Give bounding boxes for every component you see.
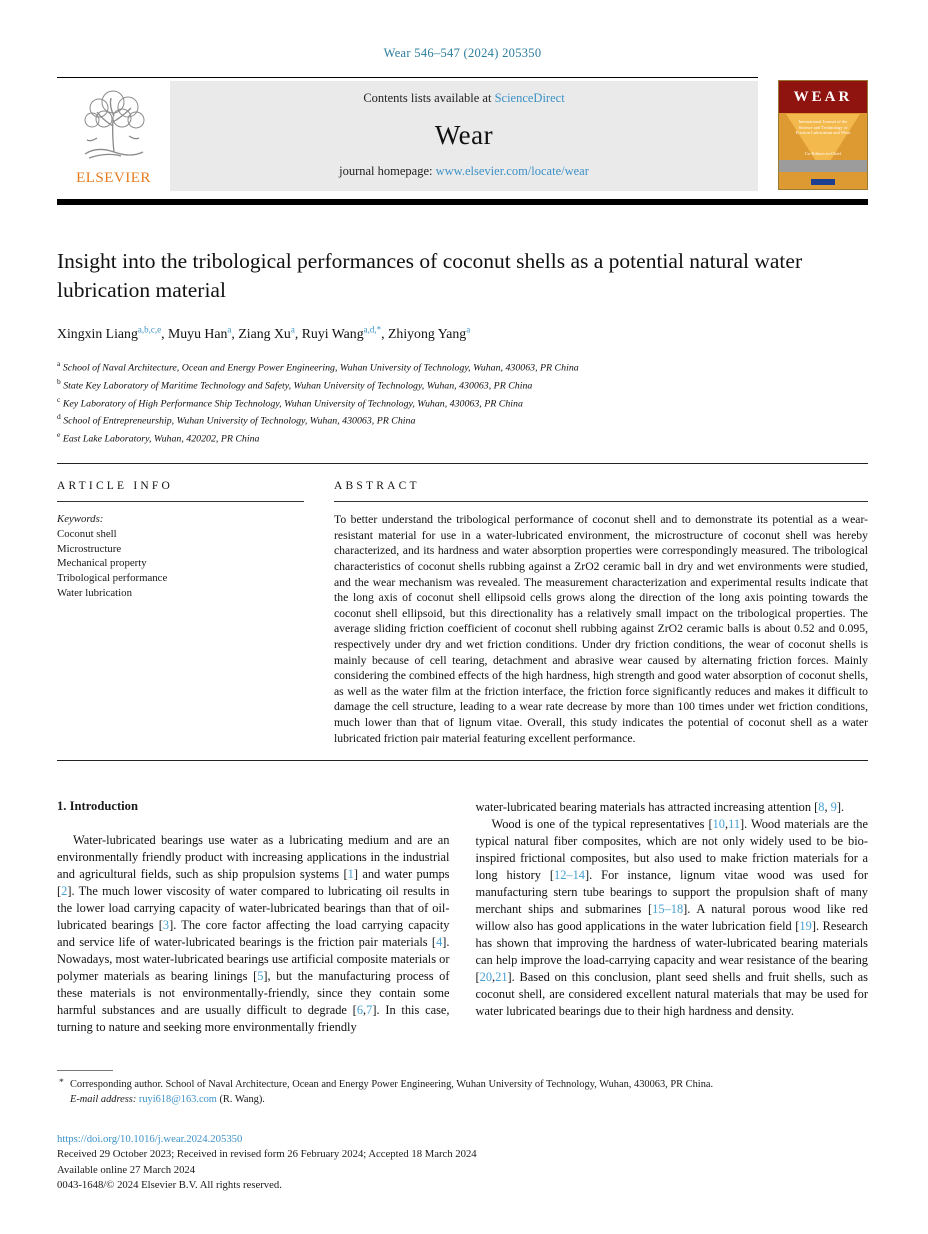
citation-link[interactable]: 1 bbox=[347, 867, 354, 882]
author-affil-sup[interactable]: a,d,* bbox=[363, 324, 382, 335]
elsevier-tree-icon bbox=[77, 86, 151, 168]
citation-link[interactable]: 21 bbox=[495, 970, 508, 985]
citation-link[interactable]: 12–14 bbox=[554, 868, 585, 883]
citation-link[interactable]: 9 bbox=[827, 800, 837, 815]
abstract-column bbox=[334, 480, 868, 746]
affiliation: $^b$ State Key Laboratory of Maritime Technology and Safety, Wuhan University of Technology, Wuhan, 430063, PR China bbox=[57, 376, 533, 391]
author-affil-sup[interactable]: a bbox=[466, 324, 471, 335]
abstract-rule bbox=[334, 501, 868, 502]
intro-paragraph-continued: water-lubricated bearing materials has attracted increasing attention [8, 9]. bbox=[475, 800, 845, 815]
keyword: Mechanical property bbox=[57, 557, 147, 570]
author: Ruyi Wang$^{a,d,*}$, bbox=[301, 324, 388, 341]
author: Muyu Han$^a$, bbox=[168, 324, 239, 341]
cover-title: WEAR bbox=[793, 89, 853, 105]
corresponding-author-line: * Corresponding author. School of Naval Architecture, Ocean and Energy Power Engineering, Wuhan University of Technology, Wuhan, 430063, PR China. bbox=[59, 1078, 714, 1091]
cover-gray-band bbox=[779, 160, 867, 172]
email-line: E-mail address: ruyi618@163.com (R. Wang). bbox=[70, 1093, 265, 1105]
author-list bbox=[57, 324, 868, 342]
abstract-text: To better understand the tribological performance of coconut shell and to demonstrate its potential as a wear-resistant material for use in a water-lubricated environment, the microstructure of coconut shell was hereby characterized, and its hardness and water absorption properties were correspondingly measured. The tribological characteristics of coconut shells rubbing against a ZrO2 ceramic ball in dry and wet environments were studied, and the wear mechanism was revealed. The measurement characterization and experimental results indicate that the long axis of coconut shell ellipsoid cells grows along the direction of the long axis pointing towards the coconut shell ellipsoid, but this directionality has a relatively small impact on the tribological properties. The average sliding friction coefficient of coconut shell rubbing against ZrO2 ceramic balls is about 0.52 and 0.095, respectively under dry and wet friction conditions. Under dry friction conditions, the wear of coconut shells is mainly because of cell tearing, detachment and abrasive wear caused by alternating friction forces. Mainly considering the combined effects of the high hardness, high strength and good water absorption of coconut shells, as well as the water film at the friction interface, the friction force significantly reduces and makes it difficult to damage the cell structure, leading to a wear rate decrease by more than 100 times under wet friction conditions, much lower than that of lignum vitae. Overall, this study indicates the potential of coconut shell as a water lubricated friction pair material featuring excellent performance. bbox=[334, 513, 868, 745]
elsevier-wordmark: ELSEVIER bbox=[76, 170, 151, 186]
homepage-line: journal homepage: www.elsevier.com/locate/wear bbox=[339, 164, 589, 178]
journal-title: Wear bbox=[434, 119, 494, 150]
author: Zhiyong Yang$^a$ bbox=[388, 324, 471, 341]
citation-link[interactable]: 11 bbox=[728, 817, 741, 832]
keywords-label: Keywords: bbox=[57, 513, 104, 526]
affiliation-list bbox=[57, 357, 868, 446]
contents-line: Contents lists available at ScienceDirect bbox=[363, 91, 565, 105]
asterisk-marker: * bbox=[59, 1078, 64, 1089]
issn-copyright: 0043-1648/© 2024 Elsevier B.V. All rights reserved. bbox=[57, 1179, 282, 1192]
keyword: Coconut shell bbox=[57, 528, 117, 541]
masthead bbox=[57, 77, 868, 191]
author-affil-sup[interactable]: a bbox=[227, 324, 232, 335]
corresponding-author-footnote bbox=[57, 1070, 868, 1108]
article-info-header: ARTICLE INFO bbox=[57, 480, 173, 493]
citation-link[interactable]: 3 bbox=[162, 918, 170, 933]
email-label: E-mail address: bbox=[70, 1093, 137, 1105]
doi-link[interactable]: https://doi.org/10.1016/j.wear.2024.205350 bbox=[57, 1132, 243, 1145]
citation-link[interactable]: 10 bbox=[712, 817, 725, 832]
citation-link[interactable]: 4 bbox=[436, 935, 443, 950]
info-abstract-section bbox=[57, 464, 868, 746]
cover-editors-label: Co-Editors-in-Chief bbox=[804, 151, 842, 156]
elsevier-logo[interactable] bbox=[57, 81, 170, 191]
abstract-bottom-divider bbox=[57, 760, 868, 761]
journal-cover-thumbnail[interactable] bbox=[778, 80, 868, 190]
section-heading-introduction: 1. Introduction bbox=[57, 799, 138, 814]
received-dates: Received 29 October 2023; Received in revised form 26 February 2024; Accepted 18 March 2024 bbox=[57, 1148, 477, 1161]
cover-publisher-chip bbox=[811, 179, 835, 185]
journal-homepage-link[interactable]: www.elsevier.com/locate/wear bbox=[435, 164, 589, 178]
intro-paragraph: Water-lubricated bearings use water as a lubricating medium and are an environmentally friendly product with increasing applications in the industrial and agricultural fields, such as ship propulsion systems [1] and water pumps [2]. The much lower viscosity of water compared to lubricating oil results in the lower load carrying capacity of water-lubricated bearings than that of oil-lubricated bearings [3]. The core factor affecting the load carrying capacity and service life of water-lubricated bearings is the friction pair materials [4]. Nowadays, most water-lubricated bearings use artificial composite materials or polymer materials as bearing linings [5], but the manufacturing process of these materials is not environmentally-friendly, since they contain some harmful substances and are usually difficult to degrade [6,7]. In this case, turning to nature and seeking more environmentally friendly bbox=[57, 833, 450, 1035]
body-right-column bbox=[476, 799, 869, 1036]
affiliation: $^c$ Key Laboratory of High Performance Ship Technology, Wuhan University of Technology, Wuhan, 430063, PR China bbox=[57, 394, 523, 409]
body-columns bbox=[57, 799, 868, 1036]
citation-link[interactable]: 8 bbox=[818, 800, 825, 815]
citation-link[interactable]: 15–18 bbox=[652, 902, 684, 917]
affiliation: $^d$ School of Entrepreneurship, Wuhan University of Technology, Wuhan, 430063, PR China bbox=[57, 412, 416, 427]
author-affil-sup[interactable]: a,b,c,e bbox=[137, 324, 162, 335]
keyword: Tribological performance bbox=[57, 572, 168, 585]
journal-banner bbox=[170, 81, 758, 191]
abstract-header: ABSTRACT bbox=[334, 480, 420, 493]
citation-link[interactable]: 20 bbox=[479, 970, 493, 985]
intro-paragraph: Wood is one of the typical representatives [10,11]. Wood materials are the typical natural fiber composites, which are not only widely used to be bio-inspired frictional composites, but also used to make friction materials for a long history [12–14]. For instance, lignum vitae wood was used for manufacturing stern tube bearings to support the propulsion shaft of many merchant ships and submarines [15–18]. A natural porous wood like red willow also has good applications in the water lubrication field [19]. Research has shown that improving the hardness of water-lubricated bearing materials can help improve the load-carrying capacity and wear resistance of the bearing [20,21]. Based on this conclusion, plant seed shells and fruit shells, such as coconut shell, are considered excellent natural materials that may be used for water lubricated bearings due to their high hardness and density. bbox=[475, 817, 868, 1019]
citation-link[interactable]: 19 bbox=[799, 919, 812, 934]
keyword: Microstructure bbox=[57, 542, 122, 555]
citation-link[interactable]: 6 bbox=[356, 1003, 364, 1018]
body-left-column bbox=[57, 799, 450, 1036]
citation-link[interactable]: 5 bbox=[257, 969, 264, 984]
author-affil-sup[interactable]: a bbox=[290, 324, 295, 335]
publication-info bbox=[57, 1132, 868, 1194]
affiliation: $^a$ School of Naval Architecture, Ocean and Energy Power Engineering, Wuhan University of Technology, Wuhan, 430063, PR China bbox=[57, 358, 579, 374]
cover-subtitle: International Journal of the Science and Technology of Friction Lubrication and Wear bbox=[795, 119, 851, 135]
citation-link[interactable]: 7 bbox=[366, 1003, 373, 1018]
sciencedirect-link[interactable]: ScienceDirect bbox=[494, 91, 565, 105]
footnote-rule bbox=[57, 1070, 113, 1071]
author: Xingxin Liang$^{a,b,c,e}$, bbox=[57, 324, 168, 341]
masthead-main bbox=[57, 77, 758, 191]
email-link[interactable]: ruyi618@163.com bbox=[138, 1093, 217, 1105]
available-online: Available online 27 March 2024 bbox=[57, 1163, 196, 1176]
page-header-citation: Wear 546–547 (2024) 205350 bbox=[383, 46, 542, 60]
article-title: Insight into the tribological performances of coconut shells as a potential natural water lubrication material bbox=[57, 249, 803, 302]
article-info-rule bbox=[57, 501, 304, 502]
author: Ziang Xu$^a$, bbox=[238, 324, 302, 341]
article-info-column bbox=[57, 480, 304, 746]
masthead-divider-bar bbox=[57, 199, 868, 205]
citation-link[interactable]: 2 bbox=[61, 884, 68, 899]
affiliation: $^e$ East Lake Laboratory, Wuhan, 420202, PR China bbox=[57, 430, 260, 445]
keyword: Water lubrication bbox=[57, 586, 132, 599]
